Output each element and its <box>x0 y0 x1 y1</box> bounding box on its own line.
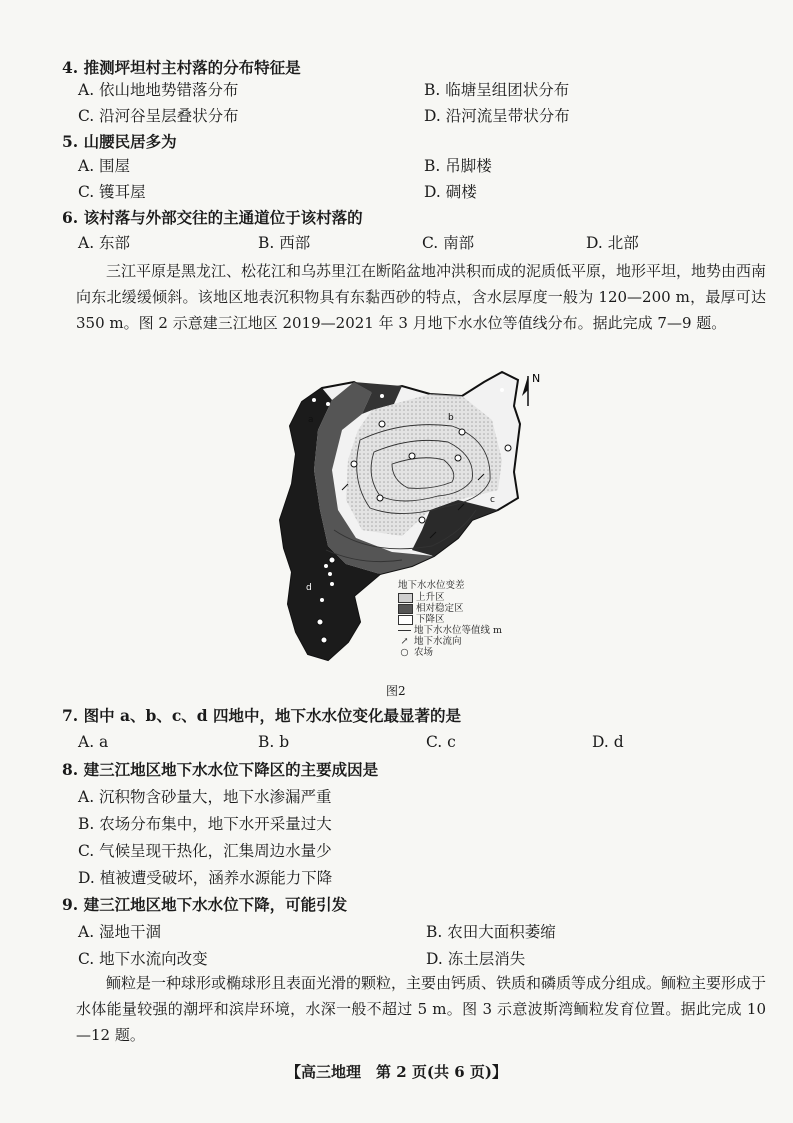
question-6-stem: 6. 该村落与外部交往的主通道位于该村落的 <box>62 208 363 227</box>
question-4-option-c: C. 沿河谷呈层叠状分布 <box>78 107 239 125</box>
page-footer: 【高三地理 第 2 页(共 6 页)】 <box>286 1063 507 1081</box>
question-6-option-b: B. 西部 <box>258 234 311 252</box>
legend-row-decline <box>398 614 502 625</box>
legend-swatch-rising <box>398 593 413 603</box>
question-8-option-b: B. 农场分布集中，地下水开采量过大 <box>78 815 332 833</box>
legend-label-stable: 相对稳定区 <box>416 602 464 614</box>
question-4-option-a: A. 依山地地势错落分布 <box>78 81 239 99</box>
question-8-option-d: D. 植被遭受破坏，涵养水源能力下降 <box>78 869 333 887</box>
legend-row-contour <box>398 625 502 636</box>
contour-line-icon <box>398 630 411 631</box>
question-8-option-a: A. 沉积物含砂量大，地下水渗漏严重 <box>78 788 332 806</box>
question-8-stem: 8. 建三江地区地下水水位下降区的主要成因是 <box>62 760 379 779</box>
question-5-option-c: C. 镬耳屋 <box>78 183 146 201</box>
legend-swatch-stable <box>398 604 413 614</box>
north-label: N <box>532 372 541 385</box>
question-9-option-c: C. 地下水流向改变 <box>78 950 208 968</box>
question-9-option-b: B. 农田大面积萎缩 <box>426 923 556 941</box>
question-9-option-a: A. 湿地干涸 <box>78 923 162 941</box>
legend-title: 地下水水位变差 <box>398 580 465 591</box>
question-6-option-c: C. 南部 <box>422 234 475 252</box>
question-4-option-d: D. 沿河流呈带状分布 <box>424 107 570 125</box>
farm-circle-icon: ○ <box>400 646 409 658</box>
question-7-option-a: A. a <box>78 733 109 751</box>
question-5-option-b: B. 吊脚楼 <box>424 157 492 175</box>
legend-swatch-decline <box>398 615 413 625</box>
legend-row-stable <box>398 603 502 614</box>
question-7-option-d: D. d <box>592 733 624 751</box>
figure-2-caption: 图2 <box>386 684 406 698</box>
question-5-option-a: A. 围屋 <box>78 157 131 175</box>
passage-ooid-text: 鲕粒是一种球形或椭球形且表面光滑的颗粒，主要由钙质、铁质和磷质等成分组成。鲕粒主要形成于水体能量较强的潮坪和滨岸环境，水深一般不超过 5 m。图 3 示意波斯湾鲕粒发育位置。据此完成 10—12 题。 <box>76 974 767 1044</box>
passage-sanjiang <box>76 258 766 336</box>
point-b: b <box>448 413 454 423</box>
legend-label-farm: 农场 <box>414 646 434 658</box>
question-9-option-d: D. 冻土层消失 <box>426 950 526 968</box>
passage-sanjiang-text: 三江平原是黑龙江、松花江和乌苏里江在断陷盆地冲洪积而成的泥质低平原，地形平坦，地势由西南向东北缓缓倾斜。该地区地表沉积物具有东黏西砂的特点，含水层厚度一般为 120—200 m，最厚可达 350 m。图 2 示意建三江地区 2019—2021 年 3 月地下水水位等值线分布。据此完成 7—9 题。 <box>76 262 767 332</box>
question-4-option-b: B. 临塘呈组团状分布 <box>424 81 570 99</box>
question-4-stem: 4. 推测坪坦村主村落的分布特征是 <box>62 58 301 77</box>
north-arrow <box>522 372 540 406</box>
point-a: a <box>308 415 314 425</box>
point-c: c <box>490 495 495 505</box>
map-legend <box>398 580 502 658</box>
legend-label-flow: 地下水流向 <box>414 635 462 647</box>
question-6-option-d: D. 北部 <box>586 234 639 252</box>
legend-row-rising <box>398 592 502 603</box>
point-d: d <box>306 583 312 593</box>
legend-label-contour: 地下水水位等值线 m <box>414 624 503 636</box>
question-6-option-a: A. 东部 <box>78 234 131 252</box>
question-9-stem: 9. 建三江地区地下水水位下降，可能引发 <box>62 895 348 914</box>
question-7-stem: 7. 图中 a、b、c、d 四地中，地下水水位变化最显著的是 <box>62 706 462 725</box>
flow-arrow-icon: ↗ <box>400 635 409 647</box>
question-7-option-b: B. b <box>258 733 290 751</box>
legend-row-flow <box>398 636 502 647</box>
question-5-stem: 5. 山腰民居多为 <box>62 132 177 151</box>
question-7-option-c: C. c <box>426 733 456 751</box>
legend-label-rising: 上升区 <box>416 591 445 603</box>
passage-ooid <box>76 970 766 1048</box>
question-5-option-d: D. 碉楼 <box>424 183 477 201</box>
legend-row-farm <box>398 647 502 658</box>
question-8-option-c: C. 气候呈现干热化，汇集周边水量少 <box>78 842 332 860</box>
legend-label-decline: 下降区 <box>416 613 445 625</box>
